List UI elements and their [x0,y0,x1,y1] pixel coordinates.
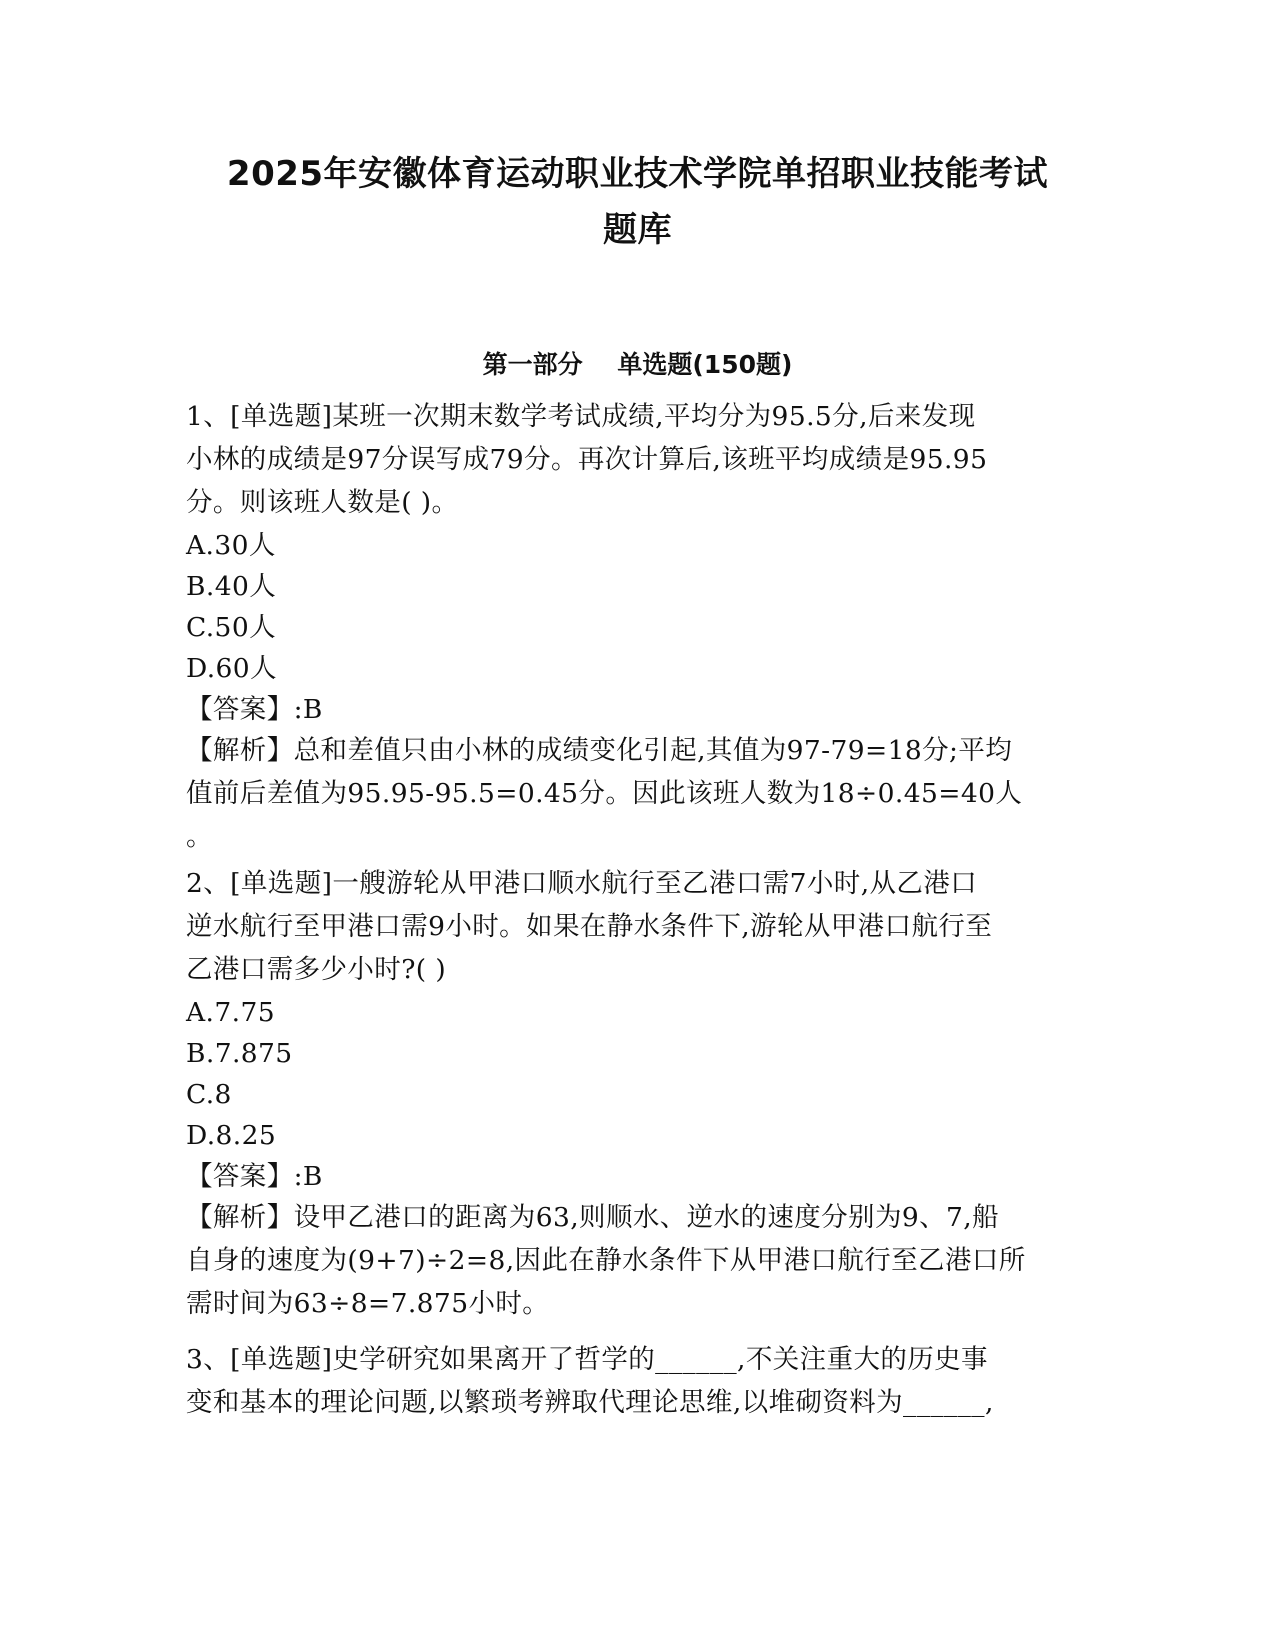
section-heading: 第一部分 单选题(150题) [482,350,793,379]
option-c: C.50人 [186,612,276,643]
analysis-line: 。 [186,821,213,852]
question-stem-line: 1、[单选题]某班一次期末数学考试成绩,平均分为95.5分,后来发现 [186,401,976,432]
option-b: B.7.875 [186,1038,293,1069]
option-d: D.8.25 [186,1120,277,1151]
analysis-line: 自身的速度为(9+7)÷2=8,因此在静水条件下从甲港口航行至乙港口所 [186,1245,1026,1276]
question-1 [186,395,1081,858]
option-d: D.60人 [186,653,277,684]
analysis-line: 【解析】总和差值只由小林的成绩变化引起,其值为97-79=18分;平均 [186,735,1013,766]
question-3 [186,1338,1081,1424]
document-title [130,146,1145,258]
analysis-line: 需时间为63÷8=7.875小时。 [186,1288,550,1319]
question-2 [186,862,1081,1325]
title-line-1: 2025年安徽体育运动职业技术学院单招职业技能考试 [226,154,1049,194]
question-stem-line: 乙港口需多少小时?( ) [186,954,447,985]
question-stem-line: 小林的成绩是97分误写成79分。再次计算后,该班平均成绩是95.95 [186,444,988,475]
analysis-line: 【解析】设甲乙港口的距离为63,则顺水、逆水的速度分别为9、7,船 [186,1202,999,1233]
question-stem-line: 2、[单选题]一艘游轮从甲港口顺水航行至乙港口需7小时,从乙港口 [186,868,978,899]
option-a: A.7.75 [186,997,275,1028]
title-line-2: 题库 [603,210,672,250]
question-stem-line: 逆水航行至甲港口需9小时。如果在静水条件下,游轮从甲港口航行至 [186,911,993,942]
answer-line: 【答案】:B [186,1161,323,1192]
question-stem-line: 3、[单选题]史学研究如果离开了哲学的______,不关注重大的历史事 [186,1344,988,1375]
analysis-line: 值前后差值为95.95-95.5=0.45分。因此该班人数为18÷0.45=40人 [186,778,1023,809]
option-a: A.30人 [186,530,276,561]
answer-line: 【答案】:B [186,694,323,725]
question-stem-line: 分。则该班人数是( )。 [186,487,459,518]
option-b: B.40人 [186,571,277,602]
option-c: C.8 [186,1079,232,1110]
question-stem-line: 变和基本的理论问题,以繁琐考辨取代理论思维,以堆砌资料为______, [186,1387,994,1418]
